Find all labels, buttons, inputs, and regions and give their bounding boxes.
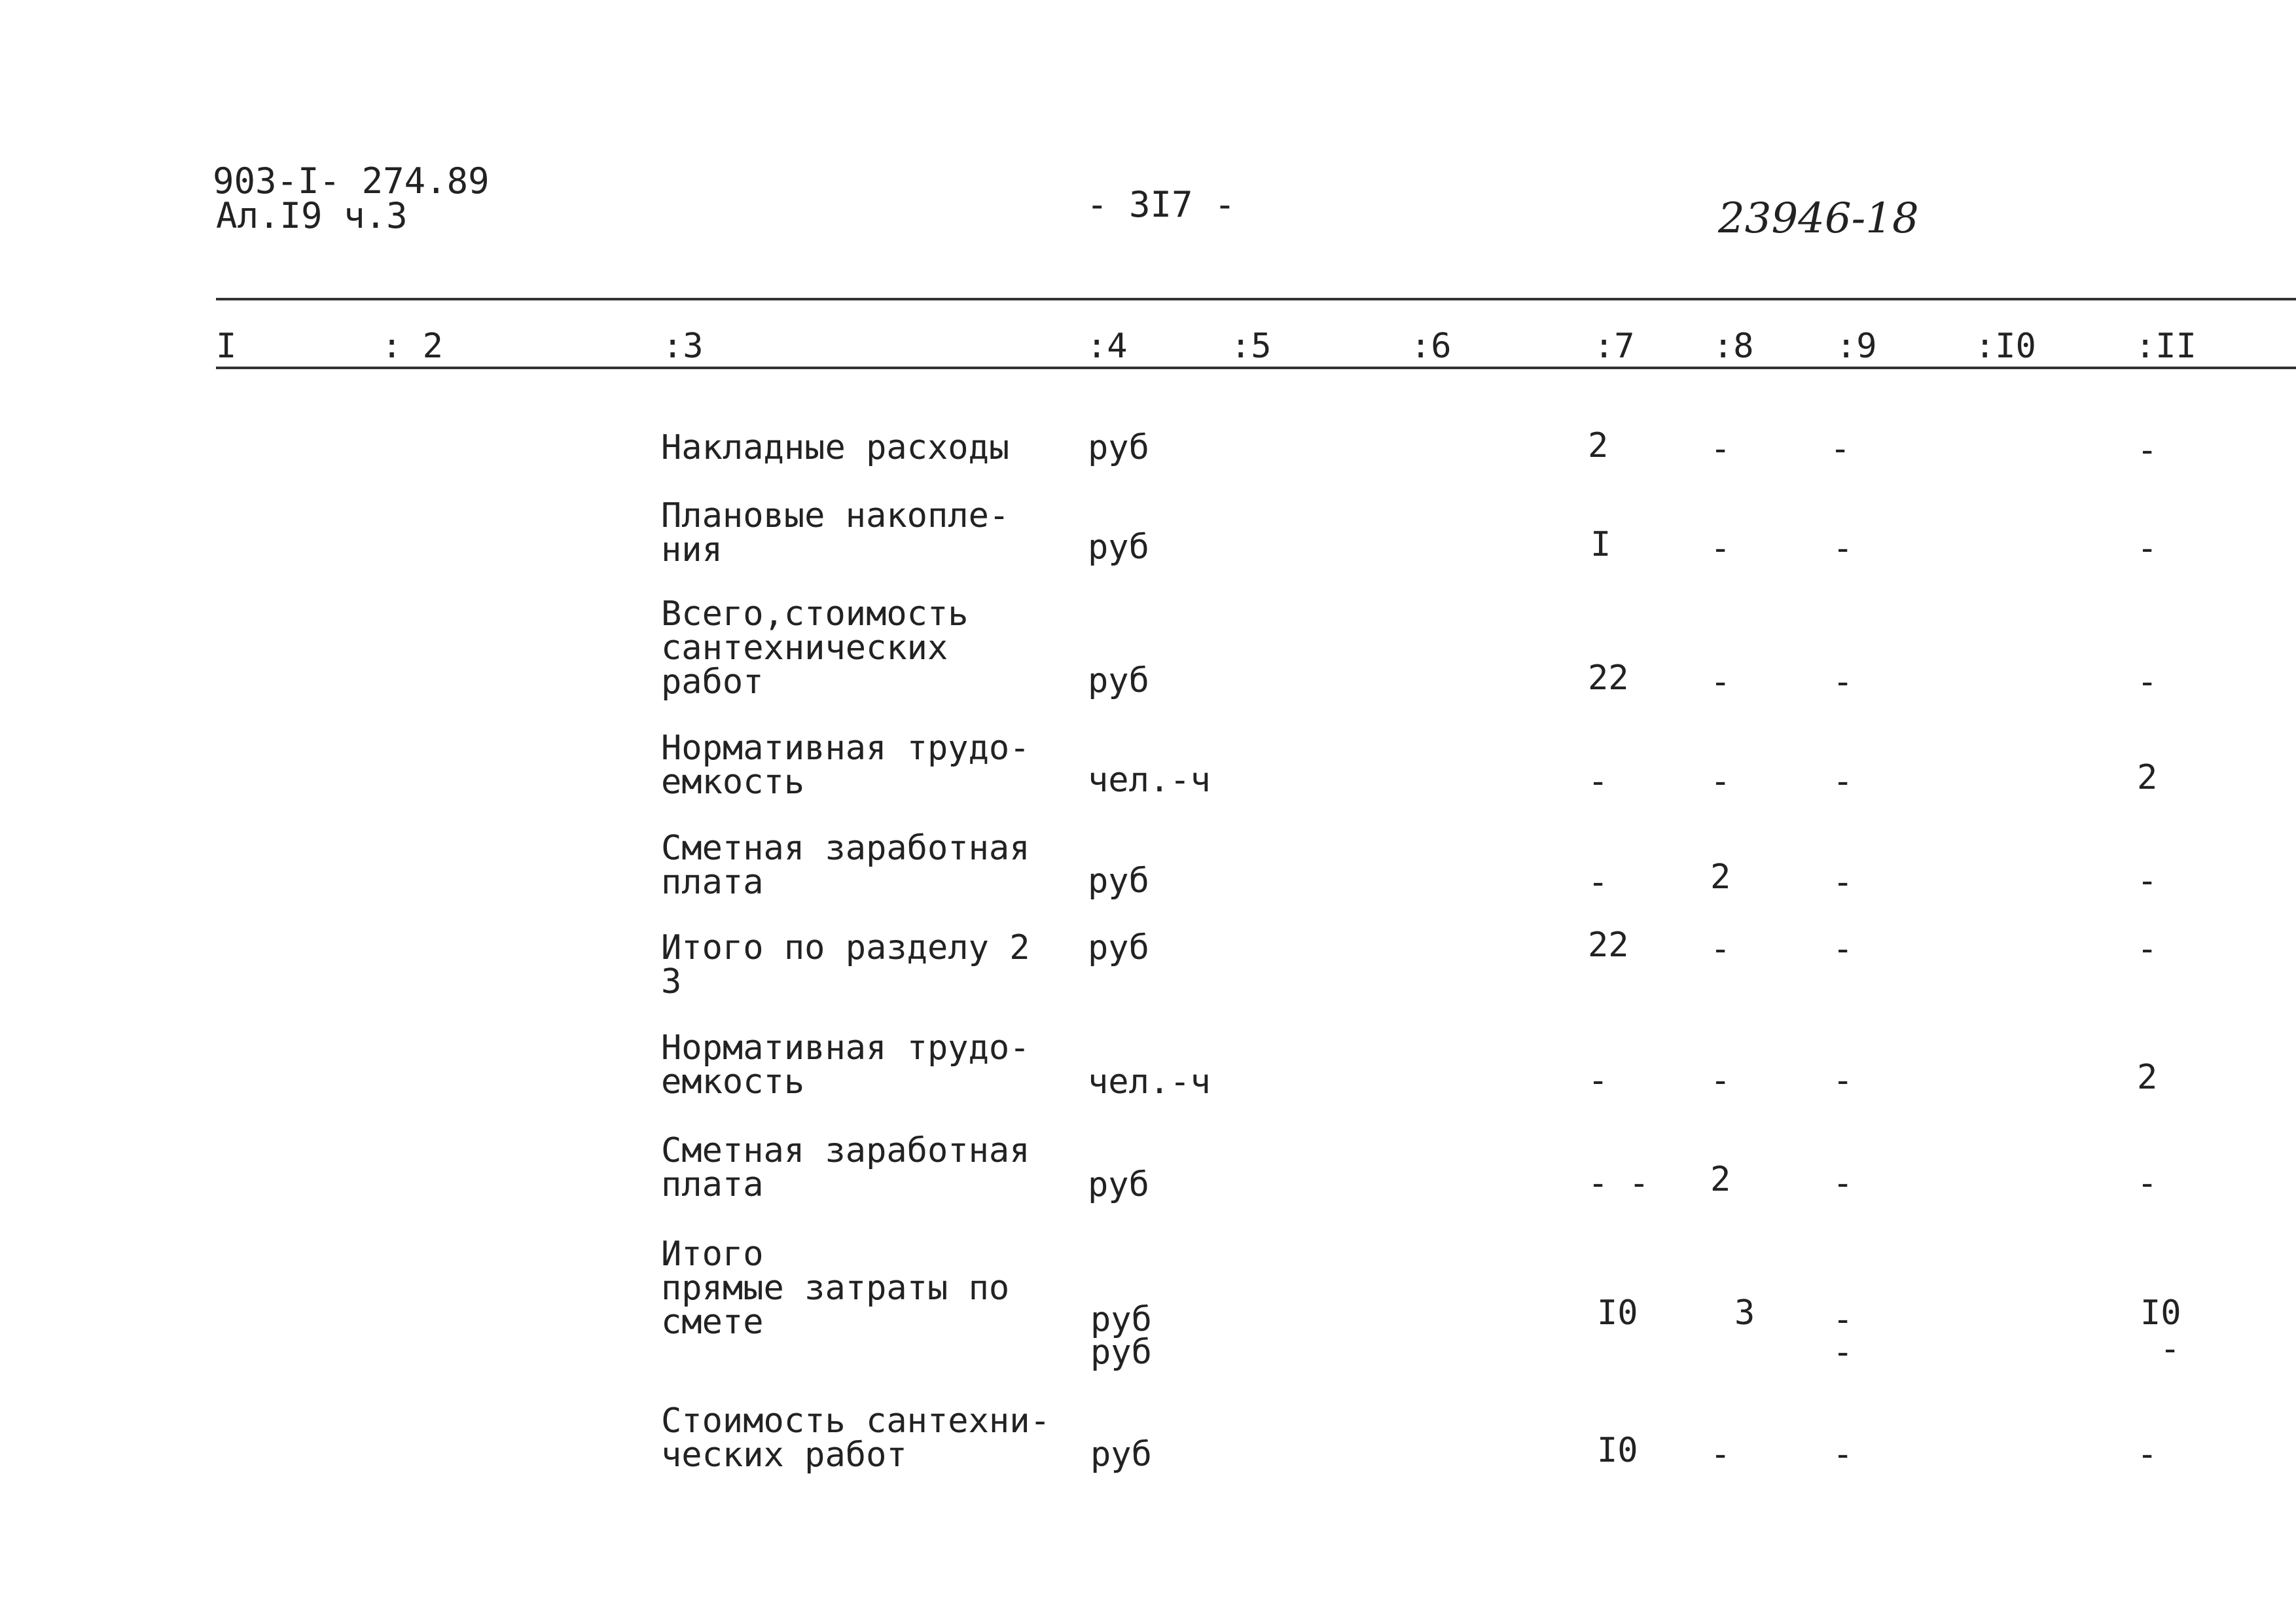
top-rule xyxy=(216,298,2296,300)
row-name xyxy=(661,1131,1054,1204)
row-name xyxy=(661,428,1054,467)
col-header-6: :6 xyxy=(1410,327,1452,366)
col-header-9: :9 xyxy=(1836,327,1877,366)
cell-c8: - xyxy=(1710,662,1731,702)
row-name-line: сантехнических xyxy=(661,628,948,668)
cell-c11: - xyxy=(2160,1329,2181,1369)
cell-c7: 2 xyxy=(1588,426,1609,465)
cell-c8: 2 xyxy=(1710,1160,1731,1199)
row-name-line: Сметная заработная xyxy=(661,1131,1030,1170)
row-unit: руб xyxy=(1090,1333,1152,1372)
document-code: 903-I- 274.89 xyxy=(213,160,490,202)
cell-c9: - xyxy=(1833,1164,1854,1203)
row-name-line: 3 xyxy=(661,962,682,1001)
cell-c8: - xyxy=(1710,1061,1731,1100)
row-unit: чел.-ч xyxy=(1088,761,1211,800)
col-header-2: : 2 xyxy=(382,327,443,366)
cell-c9: - xyxy=(1833,1333,1854,1372)
cell-c9: - xyxy=(1833,762,1854,801)
cell-c8: - xyxy=(1710,429,1731,469)
row-name-line: плата xyxy=(661,1165,764,1204)
col-header-11: :II xyxy=(2135,327,2197,366)
row-name-line: работ xyxy=(661,662,764,702)
row-name-line: Всего,стоимость xyxy=(661,594,969,634)
header-rule xyxy=(216,367,2296,369)
row-unit: руб xyxy=(1088,661,1149,700)
col-header-10: :I0 xyxy=(1975,327,2036,366)
row-name-line: емкость xyxy=(661,1062,805,1102)
row-name xyxy=(661,1401,1054,1475)
row-name-line: Плановые накопле- xyxy=(661,496,1010,535)
row-unit: руб xyxy=(1088,528,1149,567)
cell-c8: - xyxy=(1710,529,1731,568)
cell-c7: - xyxy=(1588,1061,1609,1100)
row-name-line: прямые затраты по xyxy=(661,1269,1010,1308)
cell-c11: - xyxy=(2137,929,2158,969)
album-part: Ал.I9 ч.3 xyxy=(216,195,408,236)
row-unit: руб xyxy=(1088,1165,1149,1204)
cell-c9: - xyxy=(1830,429,1851,469)
col-header-5: :5 xyxy=(1230,327,1272,366)
col-header-8: :8 xyxy=(1713,327,1754,366)
cell-c8: - xyxy=(1710,762,1731,801)
row-name-line: Стоимость сантехни- xyxy=(661,1401,1050,1441)
cell-c8: 3 xyxy=(1734,1293,1755,1333)
cell-c7: 22 xyxy=(1588,926,1629,965)
row-name-line: Накладные расходы xyxy=(661,428,1010,467)
col-header-1: I xyxy=(216,327,237,366)
row-name xyxy=(661,829,1054,902)
cell-c11: - xyxy=(2137,431,2158,470)
row-unit: руб xyxy=(1090,1435,1152,1474)
row-name xyxy=(661,928,1054,1001)
cell-c8: 2 xyxy=(1710,857,1731,897)
row-unit: руб xyxy=(1088,928,1149,967)
col-header-3: :3 xyxy=(662,327,704,366)
cell-c11: - xyxy=(2137,861,2158,901)
cell-c11: I0 xyxy=(2140,1293,2181,1333)
row-unit: руб xyxy=(1090,1300,1152,1339)
cell-c9: - xyxy=(1833,662,1854,702)
sheet-number: 23946-18 xyxy=(1718,194,1919,243)
page-number: - 3I7 - xyxy=(1086,184,1236,225)
row-name-line: Итого xyxy=(661,1235,764,1274)
cell-c9: - xyxy=(1833,1061,1854,1100)
cell-c7: I0 xyxy=(1597,1293,1638,1333)
cell-c8: - xyxy=(1710,929,1731,969)
row-name-line: ния xyxy=(661,530,723,569)
cell-c7: I0 xyxy=(1597,1431,1638,1470)
cell-c7: 22 xyxy=(1588,659,1629,698)
cell-c11: - xyxy=(2137,662,2158,702)
cell-c7: - xyxy=(1588,762,1609,801)
row-name xyxy=(661,1235,1054,1342)
row-name-line: Нормативная трудо- xyxy=(661,1028,1030,1068)
row-name-line: емкость xyxy=(661,763,805,802)
cell-c9: - xyxy=(1833,863,1854,902)
row-name-line: плата xyxy=(661,863,764,902)
row-name xyxy=(661,496,1054,569)
row-unit: руб xyxy=(1088,861,1149,901)
row-name-line: Нормативная трудо- xyxy=(661,729,1030,768)
cell-c9: - xyxy=(1833,1435,1854,1474)
row-name-line: смете xyxy=(661,1303,764,1342)
cell-c7: - xyxy=(1588,863,1609,902)
row-name xyxy=(661,729,1054,802)
cell-c9: - xyxy=(1833,529,1854,568)
row-name-line: Сметная заработная xyxy=(661,829,1030,868)
cell-c8: - xyxy=(1710,1435,1731,1474)
row-name xyxy=(661,1028,1054,1102)
col-header-4: :4 xyxy=(1086,327,1128,366)
cell-c11: - xyxy=(2137,1435,2158,1474)
cell-c11: 2 xyxy=(2137,1058,2158,1097)
row-name-line: Итого по разделу 2 xyxy=(661,928,1030,967)
cell-c7: I xyxy=(1590,525,1611,564)
row-name xyxy=(661,594,1054,702)
cell-c11: - xyxy=(2137,1164,2158,1203)
cell-c7: - - xyxy=(1588,1164,1649,1203)
cell-c11: - xyxy=(2137,529,2158,568)
row-name-line: ческих работ xyxy=(661,1435,907,1475)
col-header-7: :7 xyxy=(1594,327,1635,366)
row-unit: чел.-ч xyxy=(1088,1062,1211,1102)
cell-c9: - xyxy=(1833,1300,1854,1339)
cell-c9: - xyxy=(1833,929,1854,969)
cell-c11: 2 xyxy=(2137,758,2158,797)
row-unit: руб xyxy=(1088,428,1149,467)
